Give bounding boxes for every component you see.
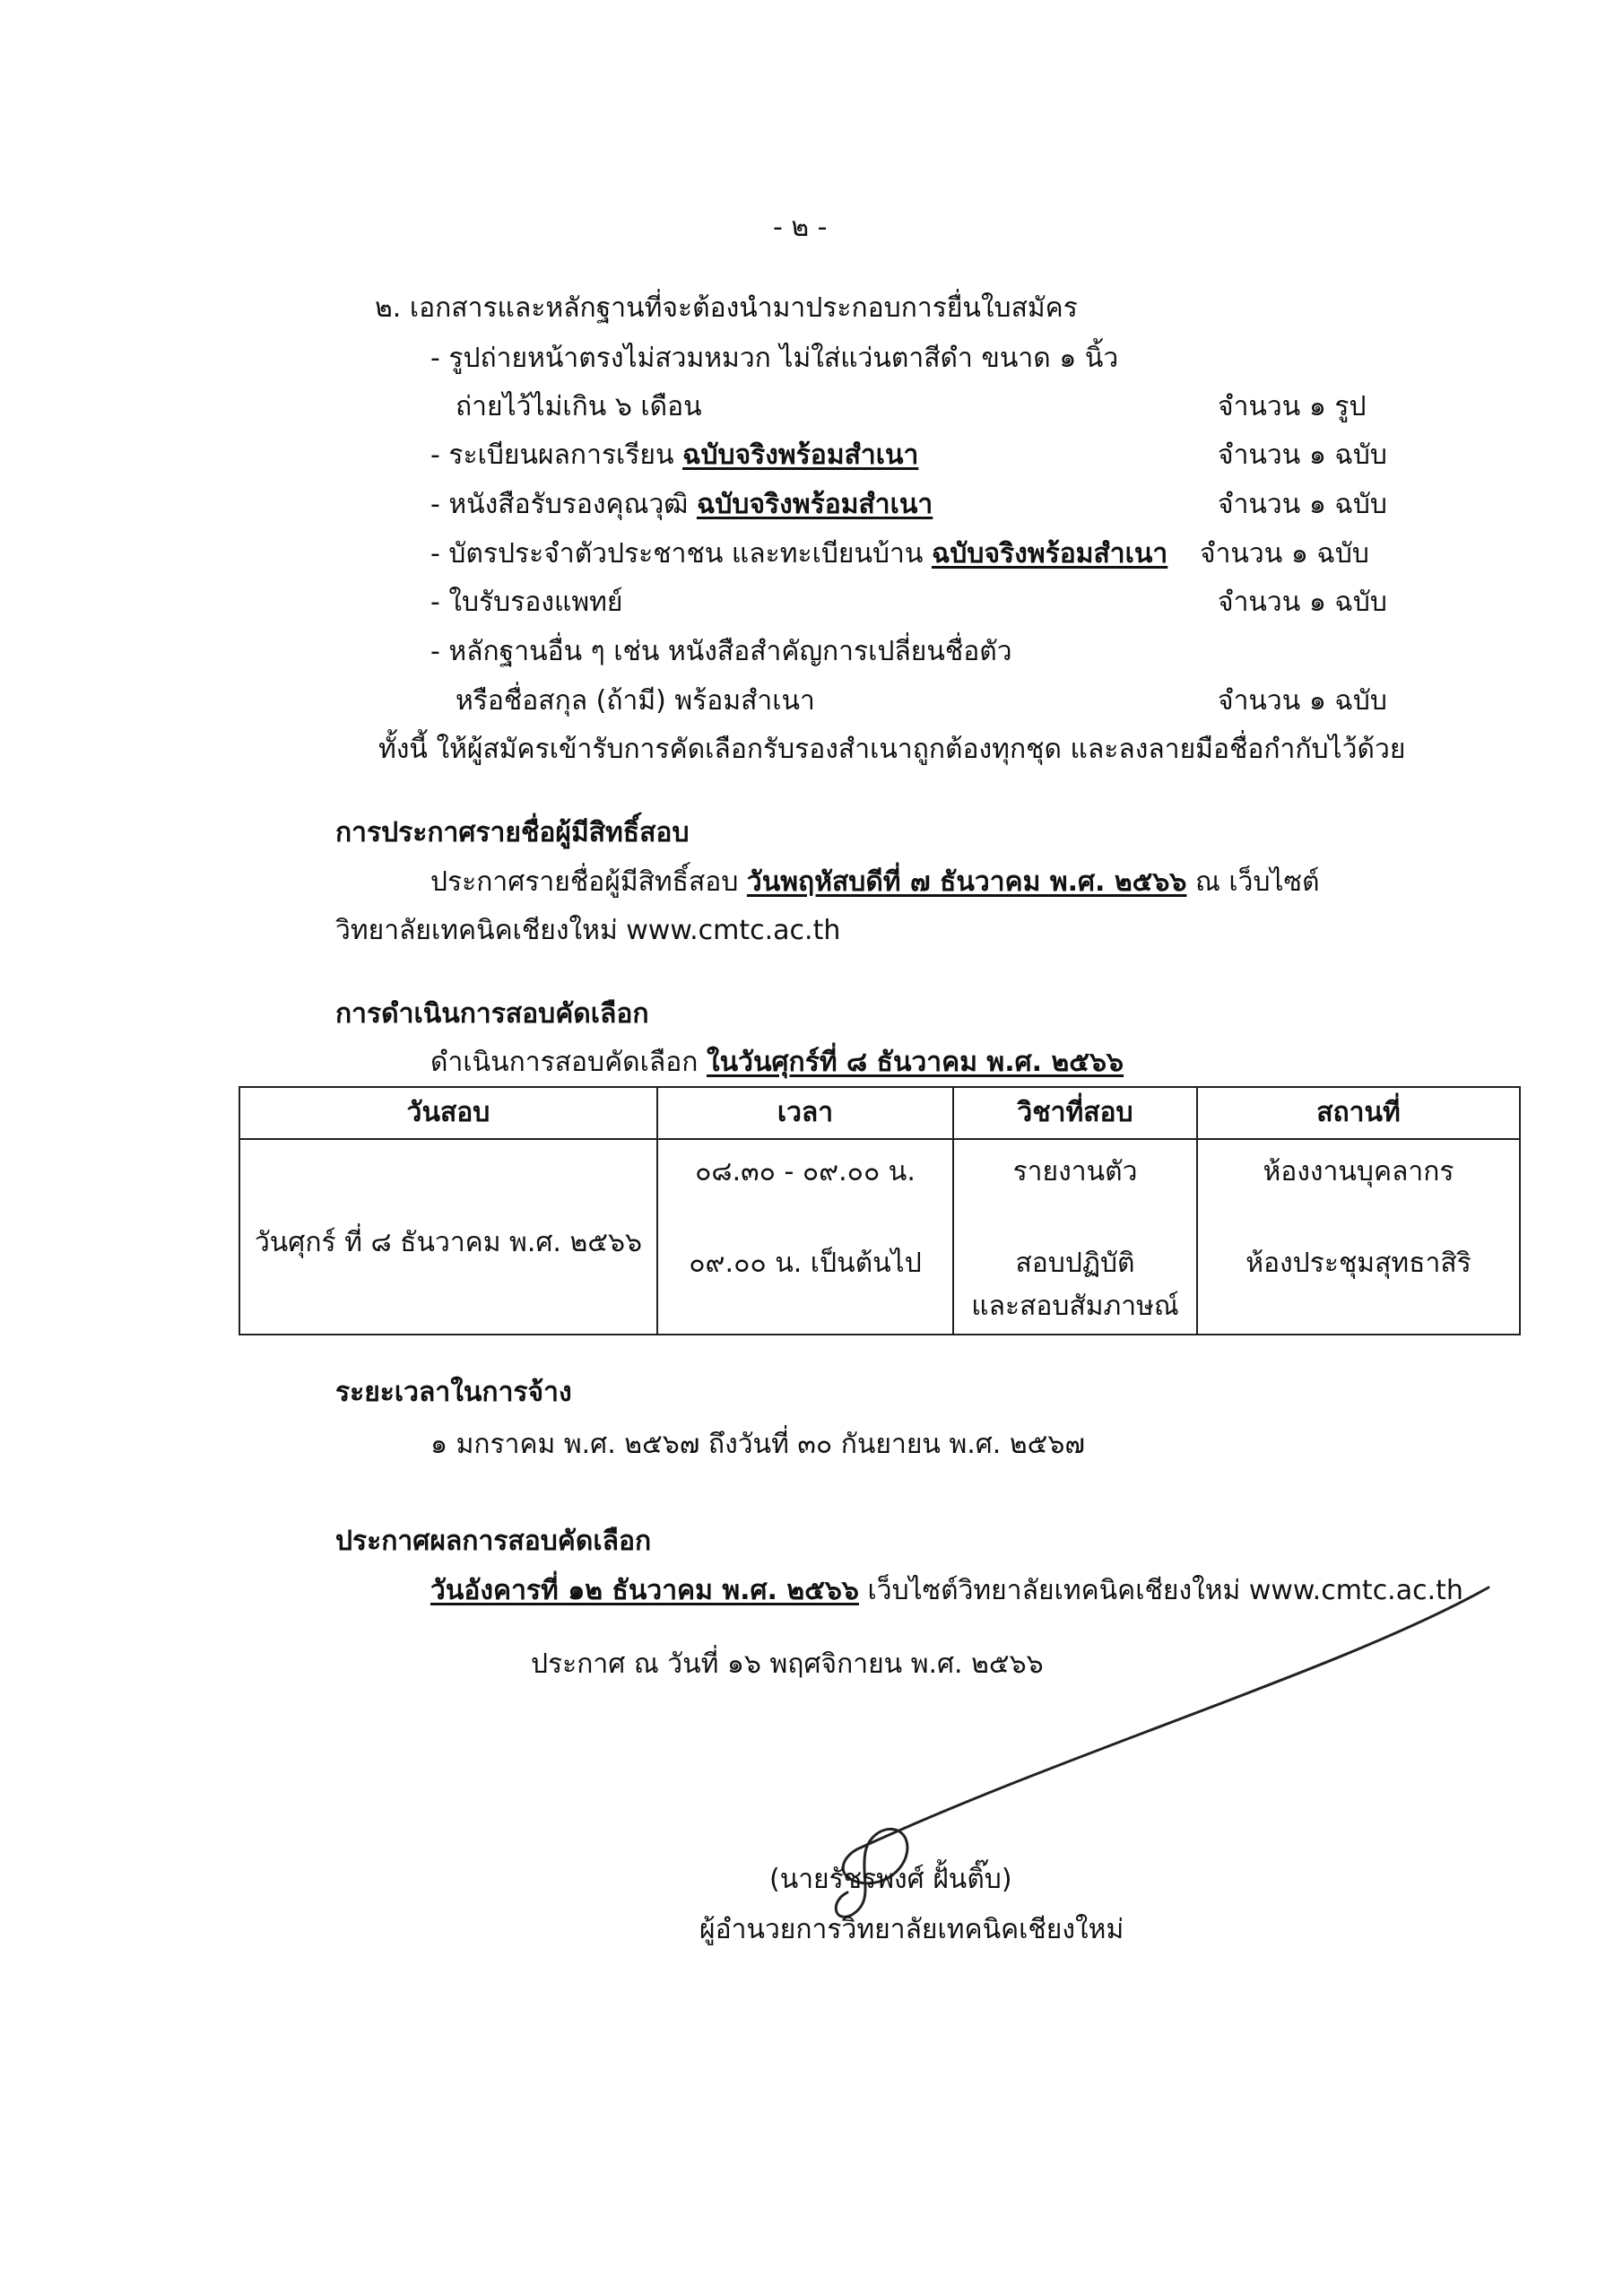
- time-checkin: ๐๘.๓๐ - ๐๙.๐๐ น.: [695, 1156, 916, 1187]
- documents-heading: ๒. เอกสารและหลักฐานที่จะต้องนำมาประกอบการยื่นใบสมัคร: [375, 292, 1078, 324]
- subject-practical: สอบปฏิบัติ: [1015, 1248, 1135, 1279]
- doc-item-photo-line2: ถ่ายไว้ไม่เกิน ๖ เดือน: [456, 391, 702, 422]
- documents-note: ทั้งนี้ ให้ผู้สมัครเข้ารับการคัดเลือกรับรองสำเนาถูกต้องทุกชุด และลงลายมือชื่อกำกับไว้ด้วย: [378, 734, 1406, 765]
- subject-checkin: รายงานตัว: [1012, 1156, 1138, 1187]
- doc-item-medical: - ใบรับรองแพทย์: [430, 587, 623, 618]
- original-copy-emphasis: ฉบับจริงพร้อมสำเนา: [931, 538, 1168, 570]
- employment-period: ๑ มกราคม พ.ศ. ๒๕๖๗ ถึงวันที่ ๓๐ กันยายน พ.ศ. ๒๕๖๗: [430, 1429, 1085, 1460]
- original-copy-emphasis: ฉบับจริงพร้อมสำเนา: [682, 439, 919, 471]
- table-header-subject: วิชาที่สอบ: [953, 1087, 1197, 1139]
- doc-item-other-line1: - หลักฐานอื่น ๆ เช่น หนังสือสำคัญการเปลี่ยนชื่อตัว: [430, 636, 1012, 667]
- place-personnel-room: ห้องงานบุคลากร: [1263, 1156, 1454, 1187]
- announce-eligible-text: ประกาศรายชื่อผู้มีสิทธิ์สอบ วันพฤหัสบดีที่ ๗ ธันวาคม พ.ศ. ๒๕๖๖ ณ เว็บไซต์: [430, 866, 1320, 898]
- exam-date: ในวันศุกร์ที่ ๘ ธันวาคม พ.ศ. ๒๕๖๖: [707, 1047, 1124, 1078]
- doc-item-transcript-qty: จำนวน ๑ ฉบับ: [1218, 439, 1387, 471]
- subject-interview: และสอบสัมภาษณ์: [971, 1291, 1179, 1322]
- doc-item-other-line2: หรือชื่อสกุล (ถ้ามี) พร้อมสำเนา: [456, 685, 815, 717]
- table-header-place: สถานที่: [1197, 1087, 1520, 1139]
- employment-heading: ระยะเวลาในการจ้าง: [335, 1377, 572, 1408]
- results-heading: ประกาศผลการสอบคัดเลือก: [335, 1526, 652, 1557]
- doc-item-id-card: - บัตรประจำตัวประชาชน และทะเบียนบ้าน ฉบับจริงพร้อมสำเนา: [430, 538, 1168, 570]
- page-number: - ๒ -: [773, 212, 828, 243]
- table-header-time: เวลา: [657, 1087, 953, 1139]
- exam-text: ดำเนินการสอบคัดเลือก ในวันศุกร์ที่ ๘ ธันวาคม พ.ศ. ๒๕๖๖: [430, 1047, 1124, 1078]
- exam-heading: การดำเนินการสอบคัดเลือก: [335, 998, 649, 1030]
- doc-item-photo-qty: จำนวน ๑ รูป: [1218, 391, 1367, 422]
- doc-item-certificate-qty: จำนวน ๑ ฉบับ: [1218, 489, 1387, 520]
- doc-item-photo-line1: - รูปถ่ายหน้าตรงไม่สวมหมวก ไม่ใส่แว่นตาสีดำ ขนาด ๑ นิ้ว: [430, 343, 1119, 374]
- announce-eligible-line2: วิทยาลัยเทคนิคเชียงใหม่ www.cmtc.ac.th: [335, 915, 841, 946]
- announced-on-date: ประกาศ ณ วันที่ ๑๖ พฤศจิกายน พ.ศ. ๒๕๖๖: [531, 1648, 1044, 1680]
- results-text: วันอังคารที่ ๑๒ ธันวาคม พ.ศ. ๒๕๖๖ เว็บไซต์วิทยาลัยเทคนิคเชียงใหม่ www.cmtc.ac.th: [430, 1575, 1463, 1606]
- exam-date-cell: วันศุกร์ ที่ ๘ ธันวาคม พ.ศ. ๒๕๖๖: [254, 1227, 643, 1258]
- table-header-date: วันสอบ: [239, 1087, 657, 1139]
- doc-item-id-card-qty: จำนวน ๑ ฉบับ: [1200, 538, 1369, 570]
- place-meeting-room: ห้องประชุมสุทธาสิริ: [1245, 1248, 1471, 1279]
- announce-eligible-date: วันพฤหัสบดีที่ ๗ ธันวาคม พ.ศ. ๒๕๖๖: [746, 866, 1187, 898]
- doc-item-transcript: - ระเบียนผลการเรียน ฉบับจริงพร้อมสำเนา: [430, 439, 919, 471]
- doc-item-other-qty: จำนวน ๑ ฉบับ: [1218, 685, 1387, 717]
- results-date: วันอังคารที่ ๑๒ ธันวาคม พ.ศ. ๒๕๖๖: [430, 1575, 859, 1606]
- original-copy-emphasis: ฉบับจริงพร้อมสำเนา: [696, 489, 933, 520]
- doc-item-medical-qty: จำนวน ๑ ฉบับ: [1218, 587, 1387, 618]
- time-exam: ๐๙.๐๐ น. เป็นต้นไป: [689, 1248, 922, 1279]
- signatory-name: (นายรัชรพงศ์ ฝั้นติ๊บ): [769, 1864, 1012, 1895]
- signatory-title: ผู้อำนวยการวิทยาลัยเทคนิคเชียงใหม่: [699, 1914, 1124, 1945]
- doc-item-certificate: - หนังสือรับรองคุณวุฒิ ฉบับจริงพร้อมสำเนา: [430, 489, 933, 520]
- announce-eligible-heading: การประกาศรายชื่อผู้มีสิทธิ์สอบ: [335, 817, 690, 848]
